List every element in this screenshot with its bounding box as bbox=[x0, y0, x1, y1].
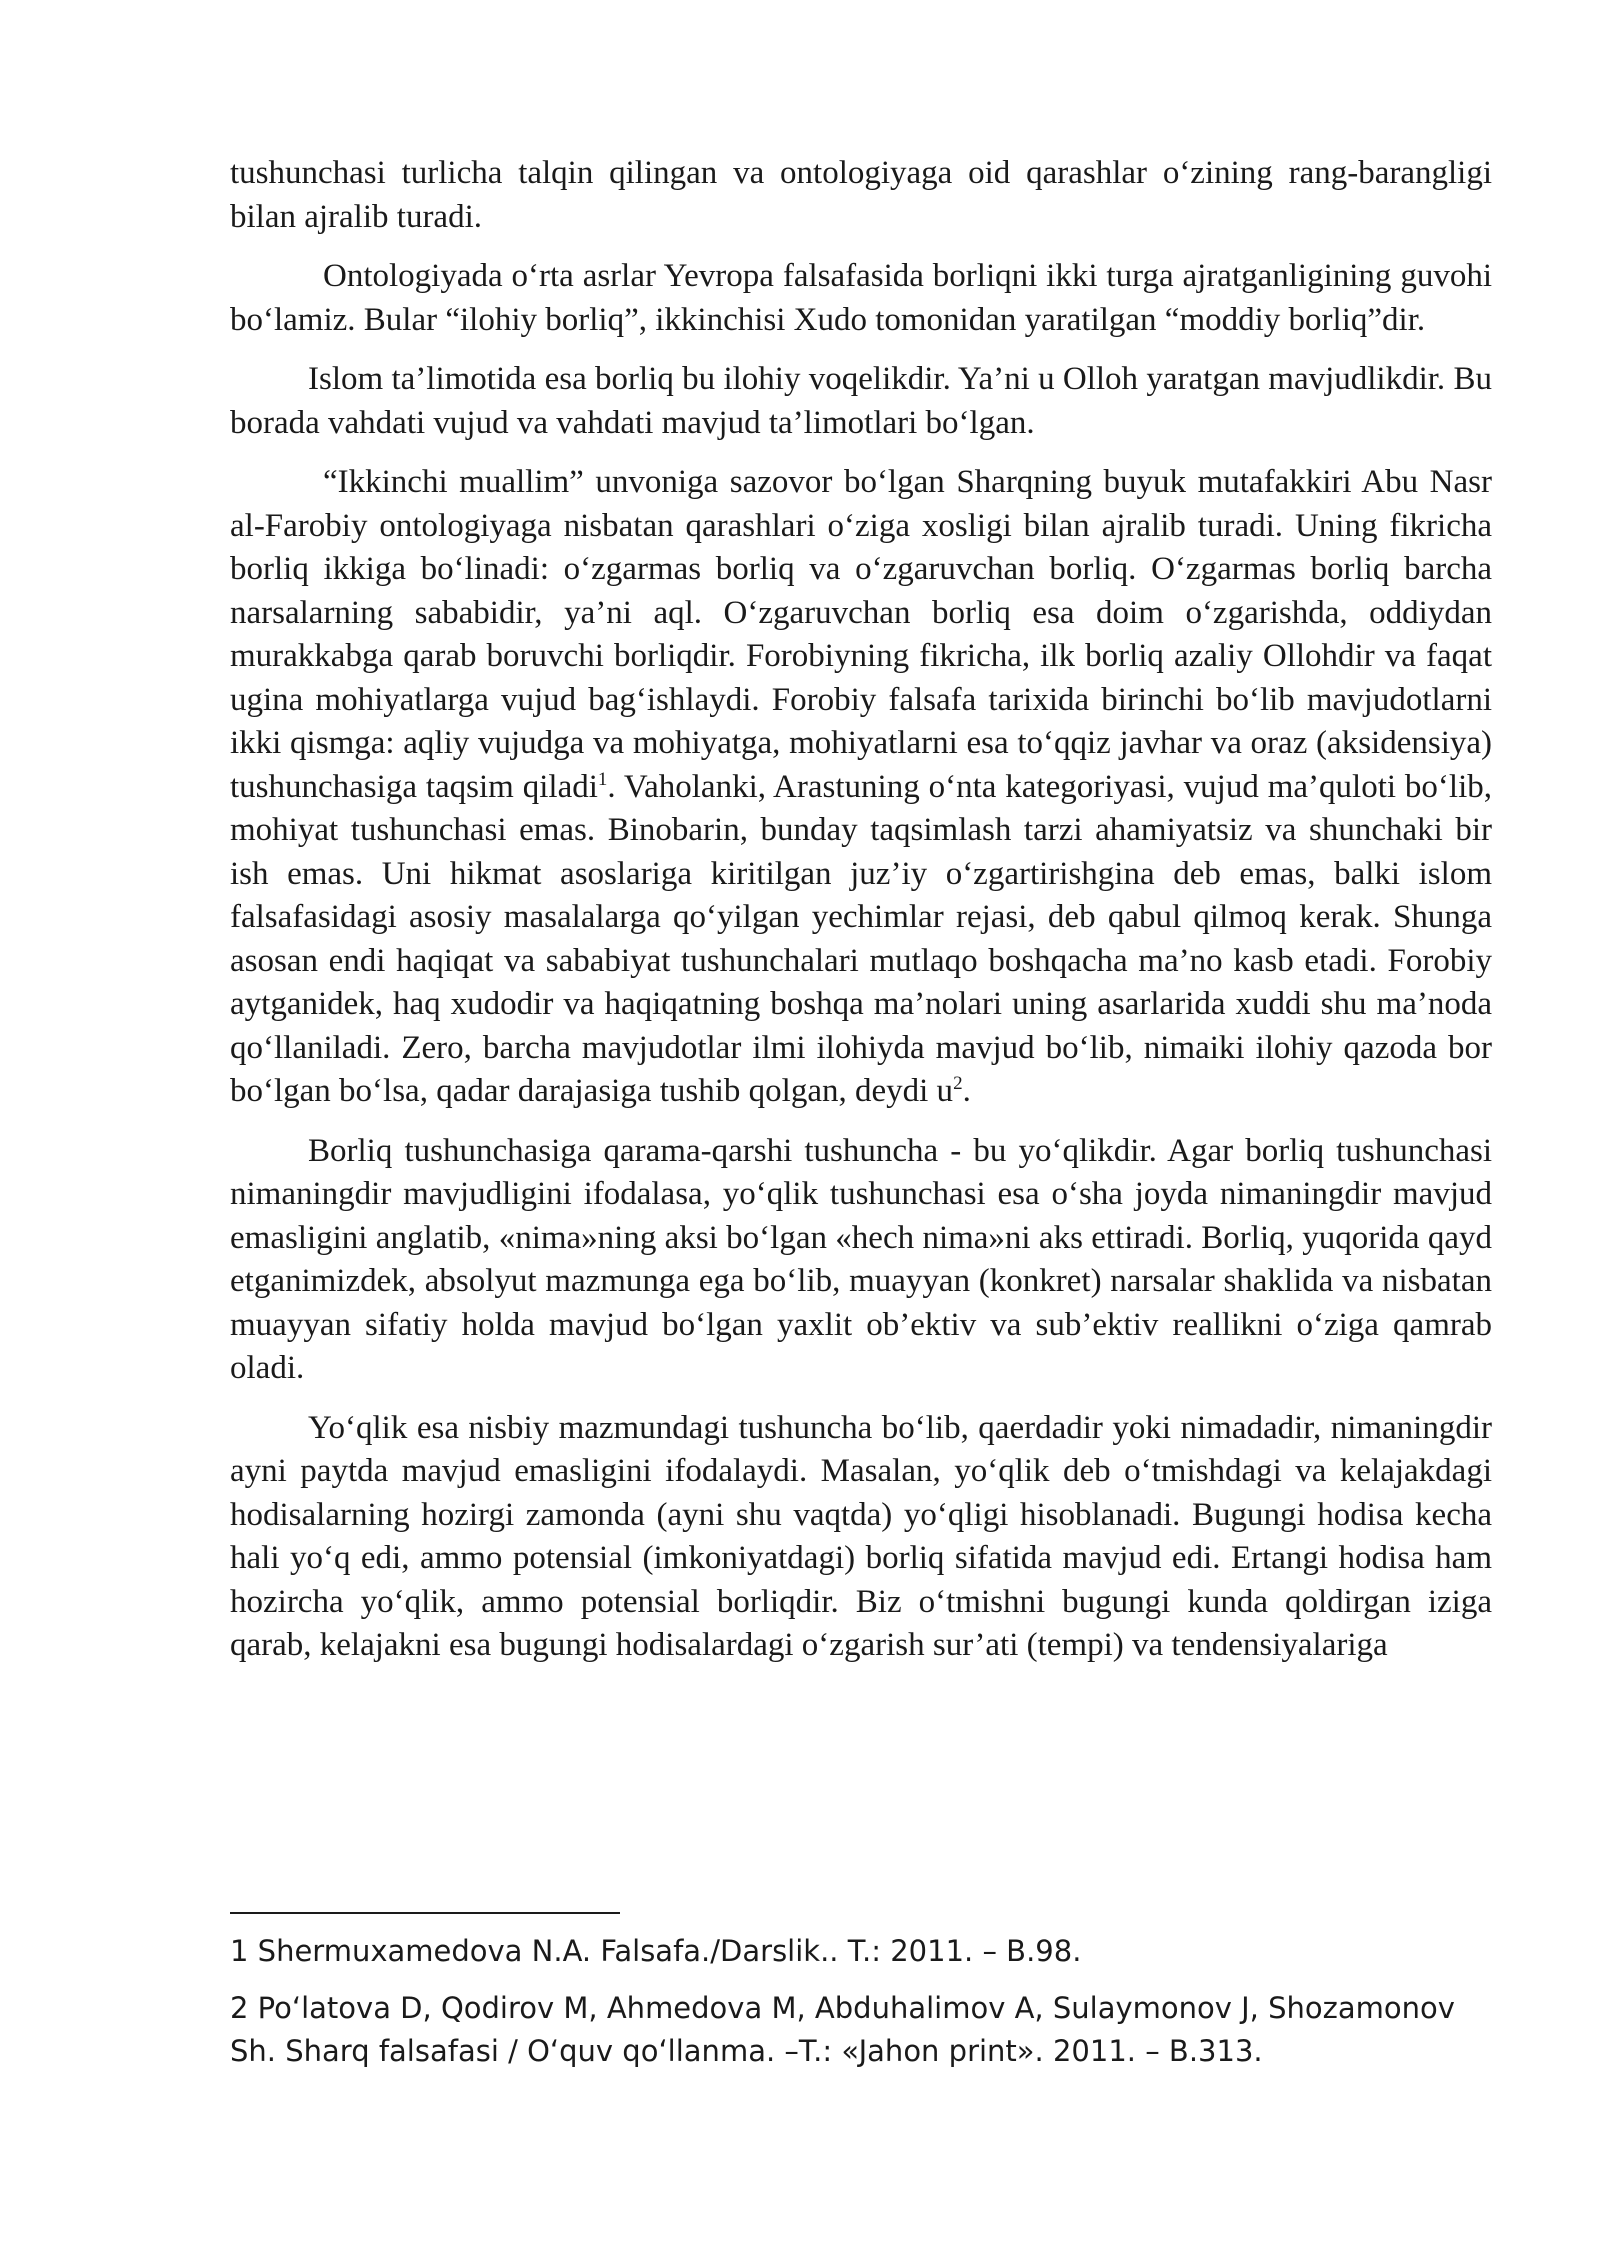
footnote-2: 2 Po‘latova D, Qodirov M, Ahmedova M, Abduhalimov A, Sulaymonov J, Shozamonov Sh. Sharq falsafasi / O‘quv qo‘llanma. –T.: «Jahon print». 2011. – B.313. bbox=[230, 1991, 1455, 2068]
footnotes bbox=[230, 1930, 1492, 2087]
paragraph-4-part-3: . bbox=[962, 1073, 971, 1109]
paragraph-5: Borliq tushunchasiga qarama-qarshi tushuncha - bu yo‘qlikdir. Agar borliq tushunchasi nimaningdir mavjudligini ifodalasa, yo‘qlik tushunchasi esa o‘sha joyda nimaningdir mavjud emasligini anglatib, «nima»ning aksi bo‘lgan «hech nima»ni aks ettiradi. Borliq, yuqorida qayd etganimizdek, absolyut mazmunga ega bo‘lib, muayyan (konkret) narsalar shaklida va nisbatan muayyan sifatiy holda mavjud bo‘lgan yaxlit ob’ektiv va sub’ektiv reallikni o‘ziga qamrab oladi. bbox=[230, 1132, 1492, 1386]
paragraph-1: tushunchasi turlicha talqin qilingan va ontologiyaga oid qarashlar o‘zining rang-barangligi bilan ajralib turadi. bbox=[230, 155, 1492, 235]
paragraph-4 bbox=[230, 461, 1492, 1114]
paragraph-6: Yo‘qlik esa nisbiy mazmundagi tushuncha bo‘lib, qaerdadir yoki nimadadir, nimaningdir ayni paytda mavjud emasligini ifodalaydi. Masalan, yo‘qlik deb o‘tmishdagi va kelajakdagi hodisalarning hozirgi zamonda (ayni shu vaqtda) yo‘qligi hisoblanadi. Bugungi hodisa kecha hali yo‘q edi, ammo potensial (imkoniyatdagi) borliq sifatida mavjud edi. Ertangi hodisa ham hozircha yo‘qlik, ammo potensial borliqdir. Biz o‘tmishni bugungi kunda qoldirgan iziga qarab, kelajakni esa bugungi hodisalardagi o‘zgarish sur’ati (tempi) va tendensiyalariga bbox=[230, 1409, 1492, 1663]
paragraph-2: Ontologiyada o‘rta asrlar Yevropa falsafasida borliqni ikki turga ajratganligining guvohi bo‘lamiz. Bular “ilohiy borliq”, ikkinchisi Xudo tomonidan yaratilgan “moddiy borliq”dir. bbox=[230, 258, 1492, 338]
paragraph-3: Islom ta’limotida esa borliq bu ilohiy voqelikdir. Ya’ni u Olloh yaratgan mavjudlikdir. Bu borada vahdati vujud va vahdati mavjud ta’limotlari bo‘lgan. bbox=[230, 361, 1492, 441]
paragraph-4-part-2: . Vaholanki, Arastuning o‘nta kategoriyasi, vujud ma’quloti bo‘lib, mohiyat tushunchasi emas. Binobarin, bunday taqsimlash tarzi ahamiyatsiz va shunchaki bir ish emas. Uni hikmat asoslariga kiritilgan juz’iy o‘zgartirishgina deb emas, balki islom falsafasidagi asosiy masalalarga qo‘yilgan yechimlar rejasi, deb qabul qilmoq kerak. Shunga asosan endi haqiqat va sababiyat tushunchalari mutlaqo boshqacha ma’no kasb etadi. Forobiy aytganidek, haq xudodir va haqiqatning boshqa ma’nolari uning asarlarida xuddi shu ma’noda qo‘llaniladi. Zero, barcha mavjudotlar ilmi ilohiyda mavjud bo‘lib, nimaiki ilohiy qazoda bor bo‘lgan bo‘lsa, qadar darajasiga tushib qolgan, deydi u bbox=[230, 768, 1493, 1109]
paragraph-4-part-1: “Ikkinchi muallim” unvoniga sazovor bo‘lgan Sharqning buyuk mutafakkiri Abu Nasr al-Farobiy ontologiyaga nisbatan qarashlari o‘ziga xosligi bilan ajralib turadi. Uning fikricha borliq ikkiga bo‘linadi: o‘zgarmas borliq va o‘zgaruvchan borliq. O‘zgarmas borliq barcha narsalarning sababidir, ya’ni aql. O‘zgaruvchan borliq esa doim o‘zgarishda, oddiydan murakkabga qarab boruvchi borliqdir. Forobiyning fikricha, ilk borliq azaliy Ollohdir va faqat ugina mohiyatlarga vujud bag‘ishlaydi. Forobiy falsafa tarixida birinchi bo‘lib mavjudotlarni ikki qismga: aqliy vujudga va mohiyatga, mohiyatlarni esa to‘qqiz javhar va oraz (aksidensiya) tushunchasiga taqsim qiladi bbox=[230, 464, 1492, 805]
footnote-separator bbox=[230, 1912, 620, 1914]
document-page bbox=[230, 152, 1492, 1684]
footnote-ref-1[interactable]: 1 bbox=[597, 768, 608, 790]
footnote-ref-2[interactable]: 2 bbox=[953, 1073, 963, 1094]
footnote-1: 1 Shermuxamedova N.A. Falsafa./Darslik.. T.: 2011. – B.98. bbox=[230, 1934, 1082, 1968]
